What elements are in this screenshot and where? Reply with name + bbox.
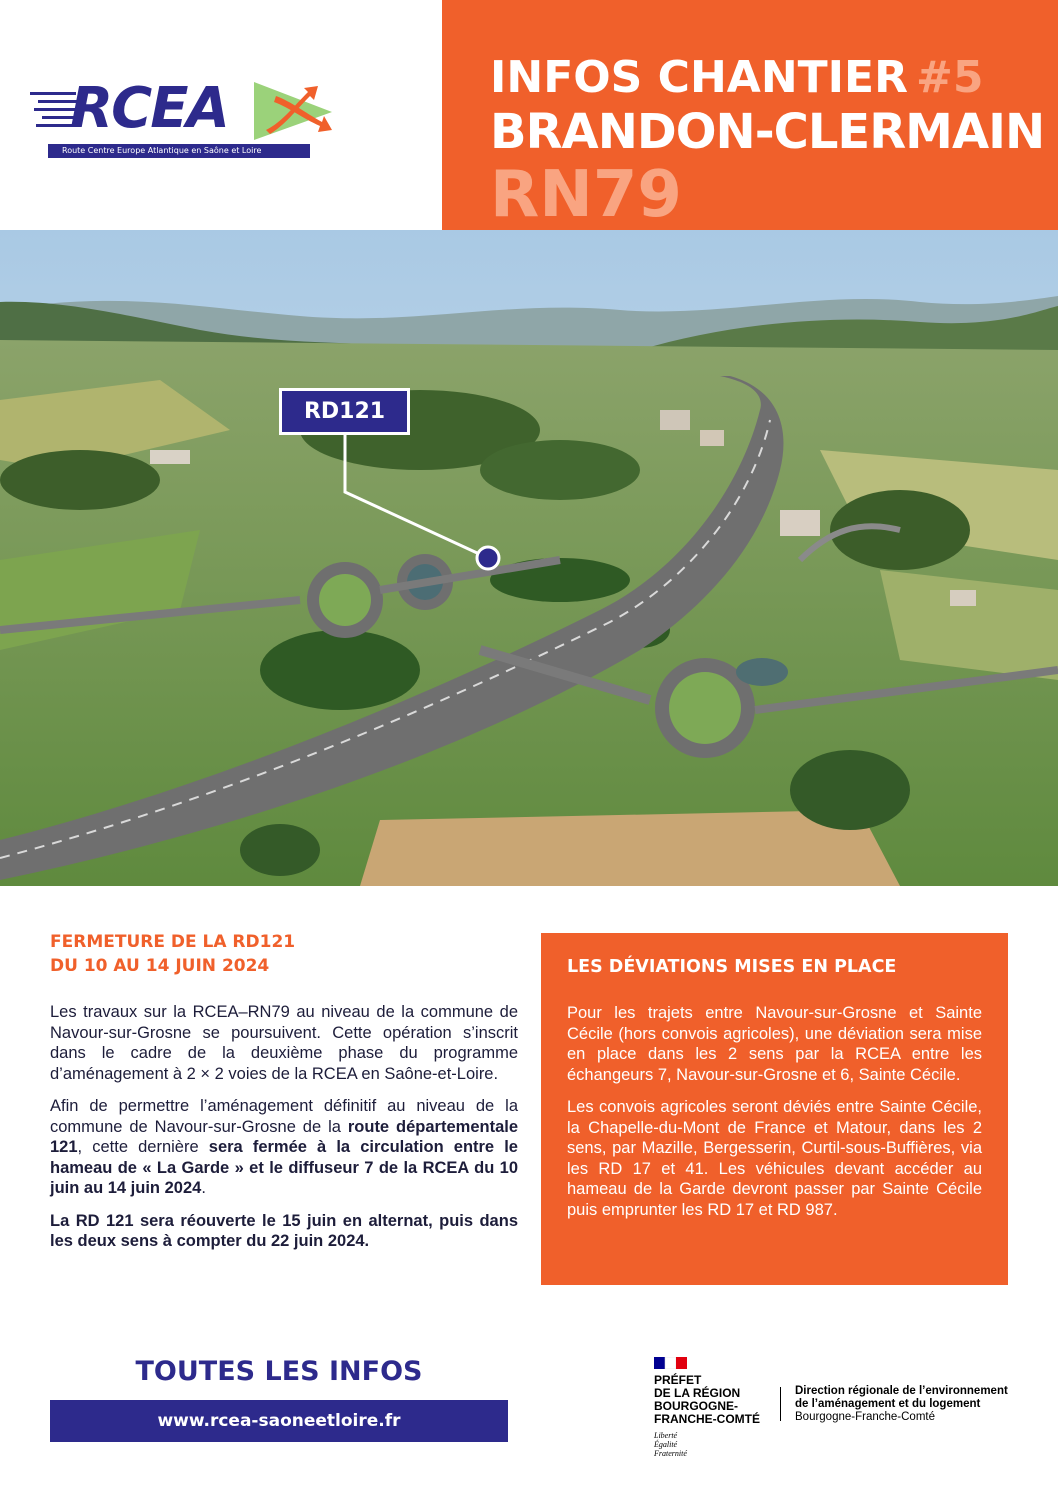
header-infos-chantier: INFOS CHANTIER (490, 52, 908, 103)
closure-paragraph-3: La RD 121 sera réouverte le 15 juin en alternat, puis dans les deux sens à compter du 22 juin 2024. (50, 1211, 518, 1250)
dreal-line2: de l’aménagement et du logement (795, 1398, 981, 1410)
detours-paragraph-1: Pour les trajets entre Navour-sur-Grosne et Sainte Cécile (hors convois agricoles), une déviation sera mise en place dans les 2 sens par la RCEA entre les échangeurs 7, Navour-sur-Grosne et 6, Sainte Cécile. (567, 1004, 982, 1084)
location-marker-icon (477, 547, 499, 569)
closure-paragraph-2 (50, 1096, 518, 1199)
detours-paragraph-2: Les convois agricoles seront déviés entre Sainte Cécile, la Chapelle-du-Mont de France et Matour, dans les 2 sens, par Mazille, Bergesserin, Curtil-sous-Buffières, via les RD 17 et 41. Les véhicules devant accéder au hameau de la Garde devront passer par Sainte Cécile puis emprunter les RD 17 et RD 987. (567, 1098, 982, 1219)
prefet-block (654, 1357, 1034, 1457)
aerial-photo (0, 230, 1058, 886)
marianne-flag-icon (654, 1357, 687, 1369)
logo-arrow-icon (252, 78, 340, 144)
republic-motto: Liberté Égalité Fraternité (654, 1431, 687, 1458)
dreal-line1: Direction régionale de l’environnement (795, 1385, 1008, 1397)
closure-paragraph-1: Les travaux sur la RCEA–RN79 au niveau de la commune de Navour-sur-Grosne se poursuivent. Cette opération s’inscrit dans le cadre de la deuxième phase du programme d’aménagement à 2 × 2 voies de la RCEA en Saône-et-Loire. (50, 1003, 518, 1083)
closure-title-line2: DU 10 AU 14 JUIN 2024 (50, 956, 270, 976)
website-link[interactable]: www.rcea-saoneetloire.fr (50, 1400, 508, 1442)
detours-box (541, 933, 1008, 1285)
closure-section (50, 930, 518, 1252)
dreal-name (795, 1385, 1008, 1424)
header-issue-number: #5 (915, 52, 984, 103)
prefet-name: PRÉFET DE LA RÉGION BOURGOGNE- FRANCHE-COMTÉ (654, 1373, 760, 1426)
logo-wordmark: RCEA (70, 76, 228, 141)
header-title-line (490, 52, 983, 103)
rcea-logo (30, 78, 340, 163)
dreal-line3: Bourgogne-Franche-Comté (795, 1411, 935, 1423)
closure-p2-bold-road: route départementale 121 (50, 1117, 519, 1156)
closure-title (50, 930, 518, 978)
closure-p2-bold-closure: sera fermée à la circulation entre le hameau de « La Garde » et le diffuseur 7 de la RCEA du 10 juin au 14 juin 2024 (50, 1138, 518, 1197)
header-location: BRANDON-CLERMAIN (490, 104, 1045, 160)
header-road: RN79 (490, 158, 682, 230)
header-banner (442, 0, 1058, 230)
logo-tagline: Route Centre Europe Atlantique en Saône et Loire (48, 144, 310, 158)
all-infos-title: TOUTES LES INFOS (135, 1356, 423, 1387)
aerial-rendering (0, 230, 1058, 886)
closure-p2-text-a: Afin de permettre l’aménagement définitif au niveau de la commune de Navour-sur-Grosne de la (50, 1097, 518, 1136)
callout-rd121: RD121 (279, 388, 410, 435)
closure-p2-text-c: , cette dernière (77, 1138, 209, 1156)
prefet-divider (780, 1387, 781, 1421)
closure-p2-text-e: . (201, 1179, 206, 1197)
detours-title: LES DÉVIATIONS MISES EN PLACE (567, 957, 897, 977)
closure-title-line1: FERMETURE DE LA RD121 (50, 932, 296, 952)
